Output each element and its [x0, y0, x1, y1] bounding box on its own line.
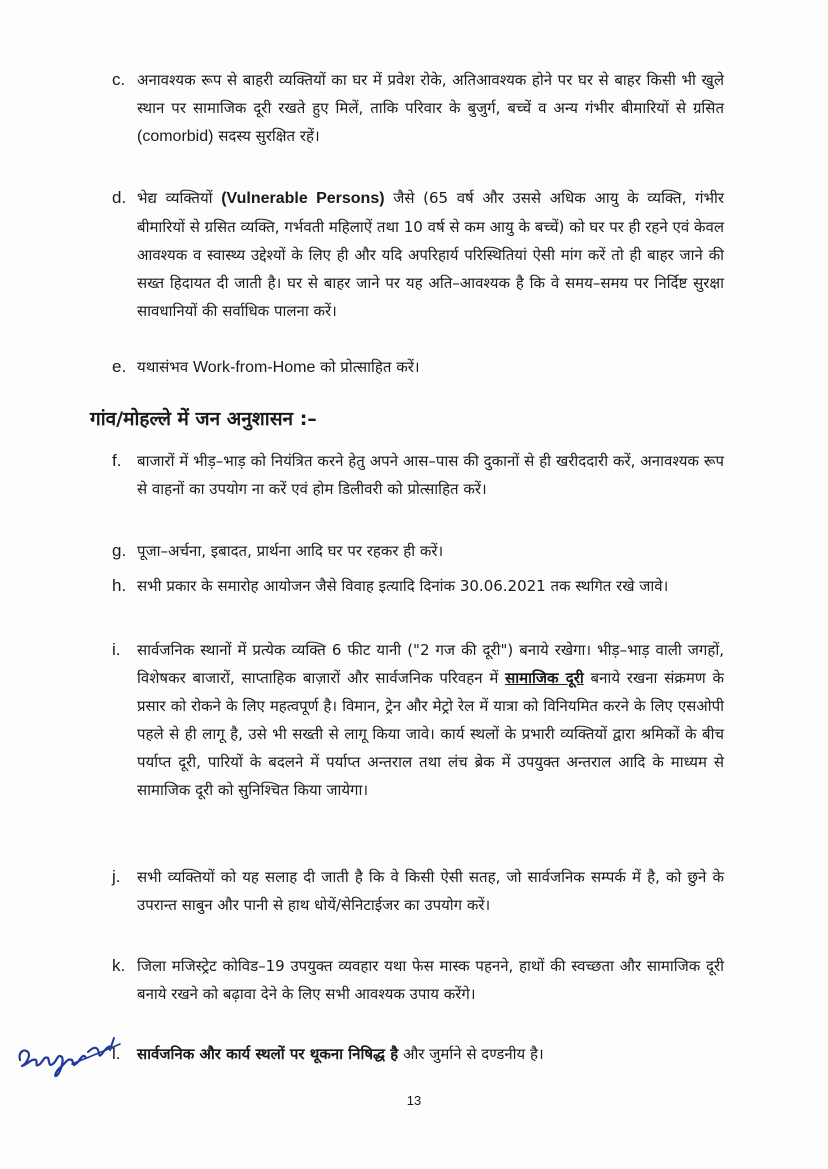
item-label: g. — [112, 541, 127, 560]
item-label: d. — [112, 188, 127, 207]
list-item-j — [112, 863, 724, 919]
item-text-segment: को प्रोत्साहित करें। — [315, 358, 420, 376]
item-text: बाजारों में भीड़–भाड़ को नियंत्रित करने हेतु अपने आस–पास की दुकानों से ही खरीददारी करें, अनावश्यक रूप से वाहनों का उपयोग ना करें एवं होम डिलीवरी को प्रोत्साहित करें। — [137, 452, 724, 498]
list-item-d — [112, 184, 724, 325]
item-label: h. — [112, 576, 127, 595]
item-text-segment: सदस्य सुरक्षित रहें। — [213, 127, 320, 145]
item-text — [137, 353, 724, 382]
page-number: 13 — [406, 1093, 422, 1108]
item-text — [137, 184, 724, 325]
item-text: पूजा–अर्चना, इबादत, प्रार्थना आदि घर पर रहकर ही करें। — [137, 542, 444, 560]
list-item-h — [112, 572, 724, 600]
work-from-home-term: Work-from-Home — [192, 359, 316, 376]
list-item-f — [112, 447, 724, 503]
vulnerable-persons-term: (Vulnerable Persons) — [221, 190, 385, 207]
item-text — [137, 636, 724, 804]
section-heading: गांव/मोहल्ले में जन अनुशासन :– — [90, 408, 317, 430]
item-label: i. — [112, 640, 121, 659]
list-item-k — [112, 952, 724, 1008]
item-text-segment: भेद्य व्यक्तियों — [137, 189, 222, 207]
item-label: k. — [112, 956, 126, 975]
item-text — [137, 1040, 724, 1068]
handwritten-signature — [14, 1030, 124, 1078]
item-label: c. — [112, 70, 126, 89]
item-text: जिला मजिस्ट्रेट कोविड–19 उपयुक्त व्यवहार यथा फेस मास्क पहनने, हाथों की स्वच्छता और सामाजिक दूरी बनाये रखने को बढ़ावा देने के लिए सभी आवश्यक उपाय करेंगे। — [137, 957, 724, 1003]
item-label: e. — [112, 357, 127, 376]
list-item-e — [112, 353, 724, 382]
item-text — [137, 66, 724, 151]
item-text-segment: अनावश्यक रूप से बाहरी व्यक्तियों का घर में प्रवेश रोके, अतिआवश्यक होने पर घर से बाहर किसी भी खुले स्थान पर सामाजिक दूरी रखते हुए मिलें, ताकि परिवार के बुजुर्ग, बच्चें व अन्य गंभीर बीमारियों से ग्रसित — [137, 71, 724, 117]
item-text-segment: सार्वजनिक स्थानों में प्रत्येक व्यक्ति 6 फीट यानी ("2 गज की दूरी") बनाये रखेगा। भीड़–भाड़ वाली जगहों, विशेषकर बाजारों, साप्ताहिक बाज़ारों और सार्वजनिक परिवहन में — [137, 641, 724, 687]
item-text: सभी प्रकार के समारोह आयोजन जैसे विवाह इत्यादि दिनांक 30.06.2021 तक स्थगित रखे जावे। — [137, 577, 669, 595]
item-text-segment: बनाये रखना संक्रमण के प्रसार को रोकने के लिए महत्वपूर्ण है। विमान, ट्रेन और मेट्रो रेल में यात्रा को विनियमित करने के लिए एसओपी पहले से ही लागू है, उसे भी सख्ती से लागू किया जावे। कार्य स्थलों के प्रभारी व्यक्तियों द्वारा श्रमिकों के बीच पर्याप्त दूरी, पारियों के बदलने में पर्याप्त अन्तराल तथा लंच ब्रेक में उपयुक्त अन्तराल आदि के माध्यम से सामाजिक दूरी को सुनिश्चित किया जायेगा। — [137, 669, 724, 799]
item-text-segment: यथासंभव — [137, 358, 193, 376]
spitting-prohibited-emphasis: सार्वजनिक और कार्य स्थलों पर थूकना निषिद्ध है — [137, 1045, 399, 1063]
item-text-segment: और जुर्माने से दण्डनीय है। — [398, 1045, 544, 1063]
list-item-l — [112, 1040, 724, 1068]
item-label: j. — [112, 867, 121, 886]
list-item-i — [112, 636, 724, 804]
social-distance-emphasis: सामाजिक दूरी — [505, 669, 584, 687]
comorbid-term: (comorbid) — [137, 128, 214, 145]
item-text: सभी व्यक्तियों को यह सलाह दी जाती है कि वे किसी ऐसी सतह, जो सार्वजनिक सम्पर्क में है, को छुने के उपरान्त साबुन और पानी से हाथ धोयें/सेनिटाईजर का उपयोग करें। — [137, 868, 724, 914]
item-label: l. — [112, 1044, 121, 1063]
item-text-segment: जैसे (65 वर्ष और उससे अधिक आयु के व्यक्ति, गंभीर बीमारियों से ग्रसित व्यक्ति, गर्भवती महिलाऐं तथा 10 वर्ष से कम आयु के बच्चें) को घर पर ही रहने एवं केवल आवश्यक व स्वास्थ्य उद्देश्यों के लिए ही और यदि अपरिहार्य परिस्थितियां ऐसी मांग करें तो ही बाहर जाने की सख्त हिदायत दी जाती है। घर से बाहर जाने पर यह अति–आवश्यक है कि वे समय–समय पर निर्दिष्ट सुरक्षा सावधानियों की सर्वाधिक पालना करें। — [137, 189, 725, 320]
list-item-g — [112, 537, 724, 565]
item-label: f. — [112, 451, 122, 470]
list-item-c — [112, 66, 724, 151]
